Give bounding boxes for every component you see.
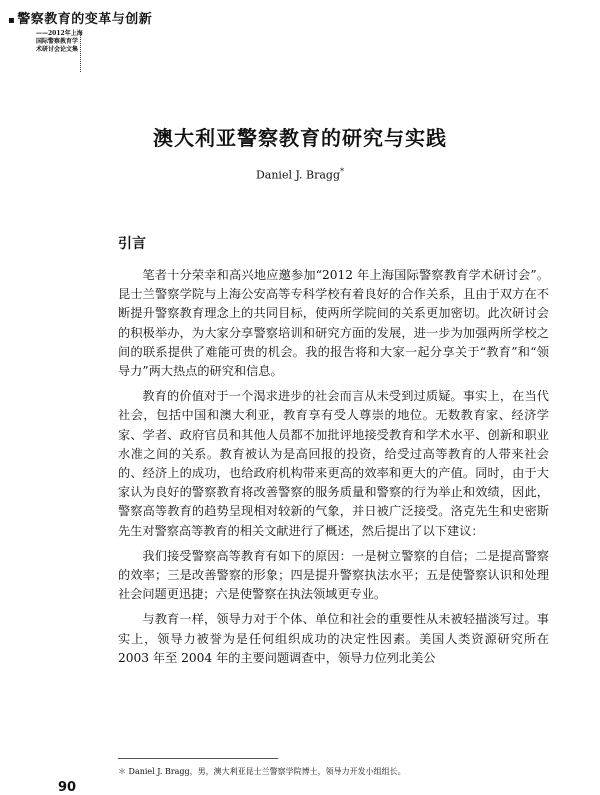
footnote-divider — [118, 758, 278, 759]
paragraph: 笔者十分荣幸和高兴地应邀参加“2012 年上海国际警察教育学术研讨会”。昆士兰警察学院与上海公安高等专科学校有着良好的合作关系，且由于双方在不断提升警察教育理念上的共同目标，使两所学院间的关系更加密切。此次研讨会的积极举办，为大家分享警察培训和研究方面的发展，进一步为加强两所学校之间的联系提供了难能可贵的机会。我的报告将和大家一起分享关于“教育”和“领导力”两大热点的研究和信息。 — [118, 268, 549, 379]
running-header — [8, 8, 153, 54]
section-heading: 引言 — [118, 236, 146, 252]
journal-subtitle-line: 国际警察教育学 — [36, 38, 79, 45]
page-number: 90 — [58, 780, 77, 795]
author-name: Daniel J. Bragg — [255, 168, 341, 182]
journal-title — [8, 8, 153, 27]
paragraph: 我们接受警察高等教育有如下的原因：一是树立警察的自信；二是提高警察的效率；三是改善警察的形象；四是提升警察执法水平；五是使警察认识和处理社会问题更迅捷；六是使警察在执法领域更专业。 — [118, 548, 549, 602]
author-footnote-mark: * — [340, 167, 345, 176]
journal-title-text: 警察教育的变革与创新 — [17, 12, 153, 27]
footnote: ＊ Daniel J. Bragg，男，澳大利亚昆士兰警察学院博士，领导力开发小组组长。 — [118, 767, 406, 776]
paragraph: 教育的价值对于一个渴求进步的社会而言从未受到过质疑。事实上，在当代社会，包括中国和澳大利亚，教育享有受人尊崇的地位。无数教育家、经济学家、学者、政府官员和其他人员都不加批评地接受教育和学术水平、创新和职业水准之间的关系。教育被认为是高回报的投资，给受过高等教育的人带来社会的、经济上的成功，也给政府机构带来更高的效率和更大的产值。同时，由于大家认为良好的警察教育将改善警察的服务质量和警察的行为举止和效绩，因此，警察高等教育的趋势呈现相对较新的气象，并日被广泛接受。洛克先生和史密斯先生对警察高等教育的相关文献进行了概述，然后提出了以下建议： — [118, 389, 549, 538]
journal-subtitle-line: 术研讨会论文集 — [36, 46, 79, 53]
paragraph: 与教育一样，领导力对于个体、单位和社会的重要性从未被轻描淡写过。事实上，领导力被誉为是任何组织成功的决定性因素。美国人类资源研究所在2003 年至 2004 年的主要问题调查中，领导力位列北美公 — [118, 612, 549, 665]
header-divider — [80, 32, 81, 72]
journal-subtitle-line: ——2012年上海 — [36, 30, 83, 37]
journal-subtitle — [36, 30, 118, 54]
author-line — [0, 167, 600, 182]
bullet-icon: ▪ — [8, 15, 16, 26]
article-body — [118, 266, 549, 674]
article-title: 澳大利亚警察教育的研究与实践 — [153, 126, 447, 150]
